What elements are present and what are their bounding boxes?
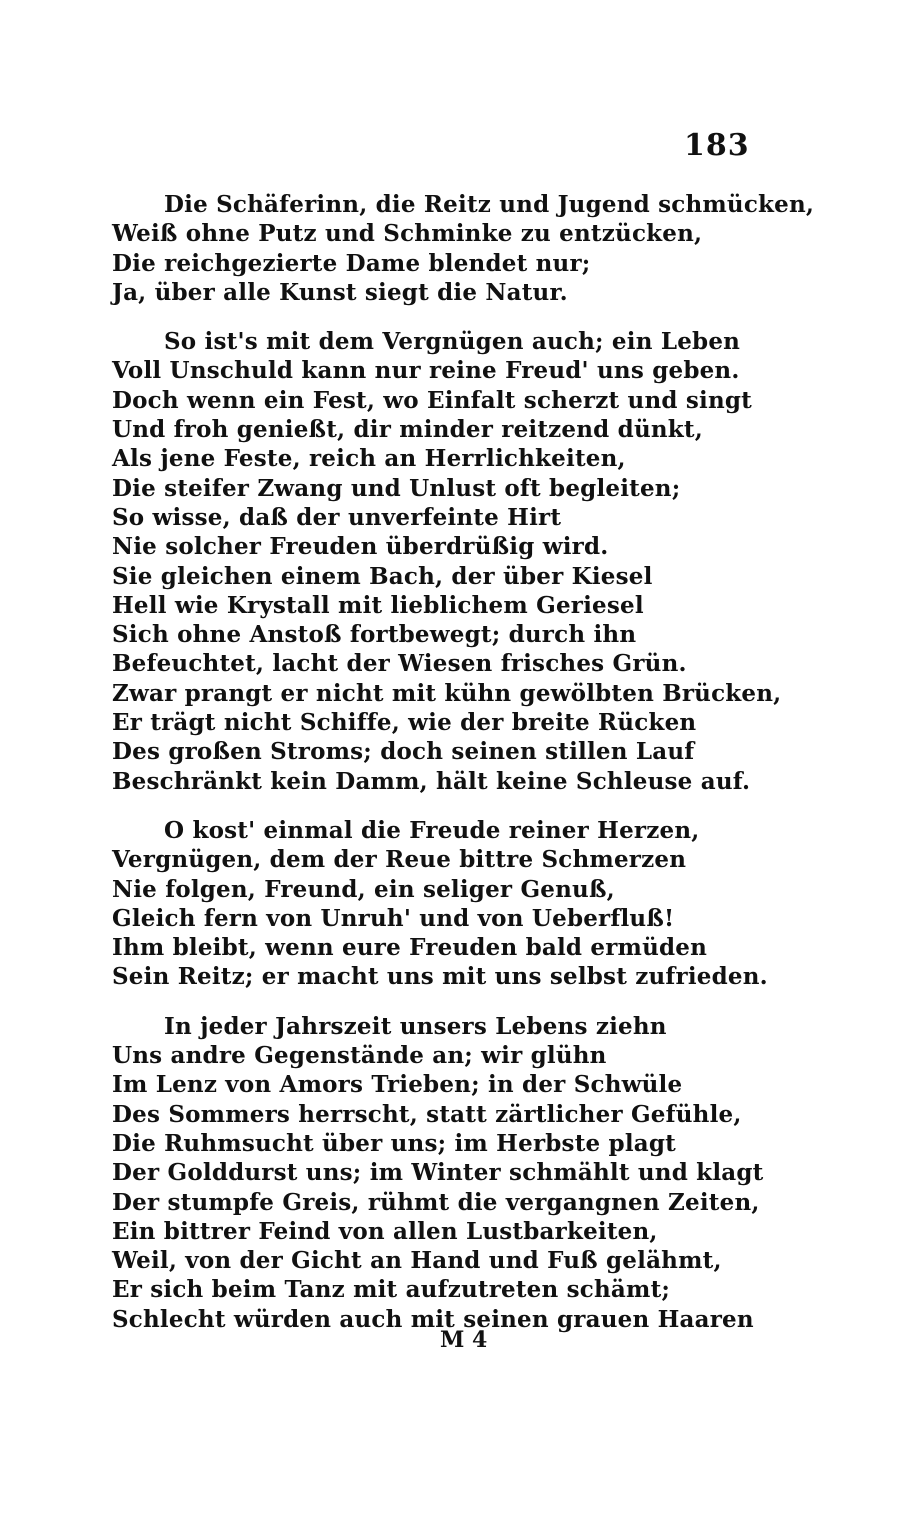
- poem-text: [112, 190, 815, 1334]
- page-number: 183: [684, 128, 750, 163]
- verse-line: Die Ruhmsucht über uns; im Herbste plagt: [112, 1129, 676, 1157]
- verse-line: Die Schäferinn, die Reitz und Jugend schmücken,: [164, 191, 815, 218]
- verse-line: So ist's mit dem Vergnügen auch; ein Leben: [164, 328, 741, 356]
- verse-line: Nie folgen, Freund, ein seliger Genuß,: [112, 875, 615, 903]
- verse-line: Weil, von der Gicht an Hand und Fuß gelähmt,: [112, 1247, 722, 1275]
- verse-line: Voll Unschuld kann nur reine Freud' uns geben.: [112, 357, 740, 385]
- verse-line: So wisse, daß der unverfeinte Hirt: [112, 503, 562, 531]
- verse-line: Als jene Feste, reich an Herrlichkeiten,: [112, 445, 626, 473]
- verse-line: Er trägt nicht Schiffe, wie der breite Rücken: [112, 709, 697, 737]
- verse-line: Befeuchtet, lacht der Wiesen frisches Grün.: [112, 650, 687, 678]
- stanza-4: [112, 1012, 764, 1334]
- verse-line: Vergnügen, dem der Reue bittre Schmerzen: [112, 846, 687, 874]
- verse-line: Sich ohne Anstoß fortbewegt; durch ihn: [112, 621, 637, 649]
- verse-line: Schlecht würden auch mit seinen grauen Haaren: [112, 1305, 754, 1333]
- verse-line: Im Lenz von Amors Trieben; in der Schwüle: [112, 1071, 683, 1099]
- stanza-2: [112, 327, 782, 796]
- verse-line: Gleich fern von Unruh' und von Ueberfluß!: [112, 904, 675, 932]
- verse-line: Ja, über alle Kunst siegt die Natur.: [112, 278, 568, 306]
- verse-line: Sein Reitz; er macht uns mit uns selbst zufrieden.: [112, 963, 768, 991]
- verse-line: Uns andre Gegenstände an; wir glühn: [112, 1042, 607, 1070]
- verse-line: Zwar prangt er nicht mit kühn gewölbten Brücken,: [112, 679, 782, 707]
- verse-line: Weiß ohne Putz und Schminke zu entzücken,: [112, 220, 703, 248]
- verse-line: Der Golddurst uns; im Winter schmählt und klagt: [112, 1159, 764, 1187]
- verse-line: Die reichgezierte Dame blendet nur;: [112, 249, 591, 277]
- verse-line: Des großen Stroms; doch seinen stillen Lauf: [112, 738, 695, 766]
- verse-line: Ihm bleibt, wenn eure Freuden bald ermüden: [112, 934, 708, 962]
- stanza-gap: [112, 796, 752, 816]
- verse-line: Nie solcher Freuden überdrüßig wird.: [112, 533, 609, 561]
- verse-line: Der stumpfe Greis, rühmt die vergangnen Zeiten,: [112, 1188, 760, 1216]
- signature-mark: M 4: [440, 1327, 488, 1353]
- verse-line: In jeder Jahrszeit unsers Lebens ziehn: [164, 1012, 667, 1040]
- stanza-1: [112, 190, 815, 307]
- verse-line: Doch wenn ein Fest, wo Einfalt scherzt und singt: [112, 386, 752, 414]
- verse-line: Des Sommers herrscht, statt zärtlicher Gefühle,: [112, 1100, 742, 1128]
- verse-line: Ein bittrer Feind von allen Lustbarkeiten,: [112, 1217, 658, 1245]
- verse-line: Sie gleichen einem Bach, der über Kiesel: [112, 562, 653, 590]
- stanza-gap: [112, 992, 752, 1012]
- stanza-3: [112, 816, 768, 992]
- verse-line: Beschränkt kein Damm, hält keine Schleuse auf.: [112, 767, 751, 795]
- verse-line: Hell wie Krystall mit lieblichem Geriesel: [112, 591, 644, 619]
- verse-line: Die steifer Zwang und Unlust oft begleiten;: [112, 474, 681, 502]
- verse-line: Und froh genießt, dir minder reitzend dünkt,: [112, 416, 703, 444]
- verse-line: Er sich beim Tanz mit aufzutreten schämt;: [112, 1276, 671, 1304]
- stanza-gap: [112, 307, 752, 327]
- verse-line: O kost' einmal die Freude reiner Herzen,: [164, 816, 700, 844]
